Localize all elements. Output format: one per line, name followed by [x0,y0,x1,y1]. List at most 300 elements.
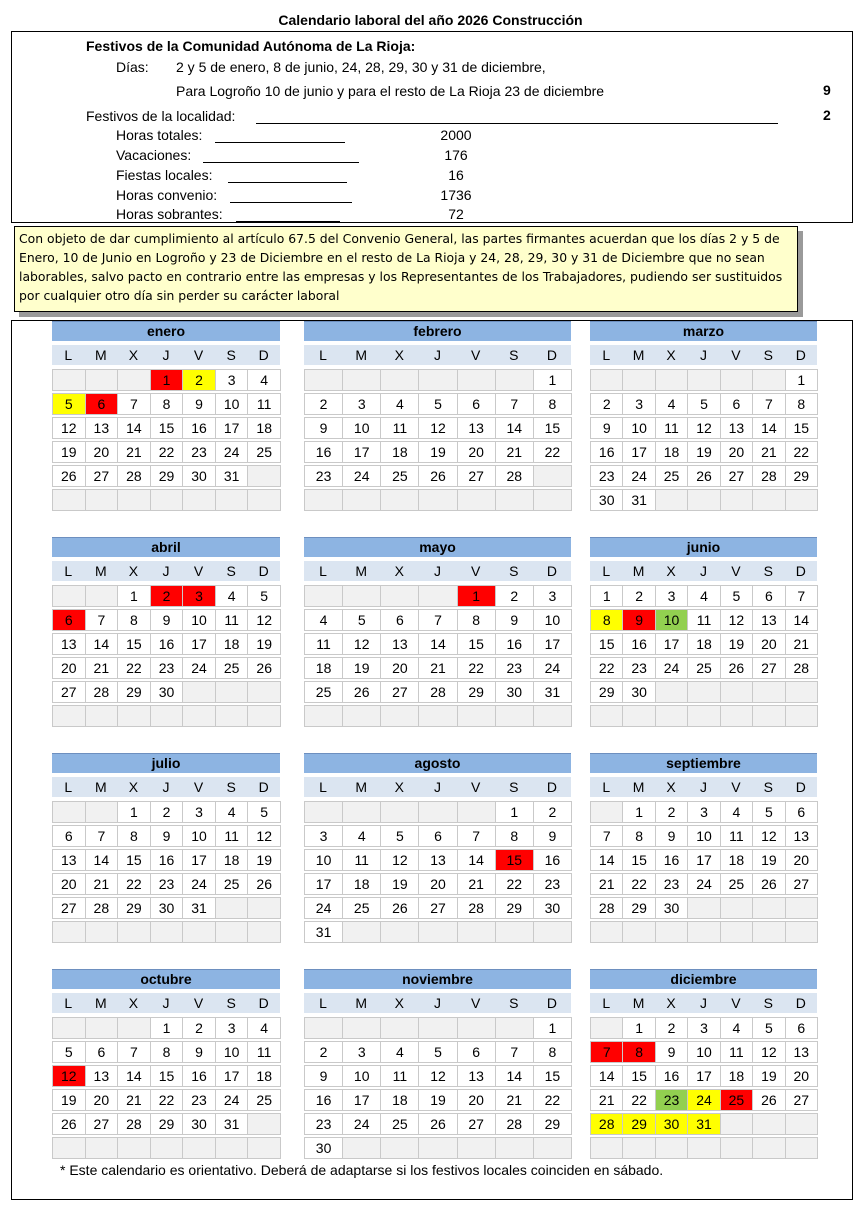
day-cell: 1 [533,1017,572,1039]
day-cell: 26 [342,681,381,703]
day-cell: 23 [150,657,184,679]
day-cell: 17 [622,441,655,463]
day-cell: 14 [418,633,457,655]
day-cell: 13 [380,633,419,655]
weekday-label: M [342,777,380,797]
weekday-label: M [85,777,118,797]
empty-day-cell [687,369,720,391]
hours-total-line [215,142,345,143]
day-cell: 5 [418,393,457,415]
day-cell: 11 [380,1065,419,1087]
day-cell: 2 [590,393,623,415]
day-cell: 22 [117,657,151,679]
weekday-label: J [150,345,183,365]
vacation-line [203,162,359,163]
day-cell: 22 [590,657,623,679]
day-cell: 7 [457,825,496,847]
day-cell: 18 [215,849,249,871]
weekday-label: V [182,993,215,1013]
day-cell: 9 [150,609,184,631]
day-cell: 22 [533,441,572,463]
day-cell: 15 [457,633,496,655]
day-cell: 26 [380,897,419,919]
day-cell: 21 [85,873,119,895]
weekday-label: D [785,777,817,797]
weekday-label: V [457,993,495,1013]
hours-total-value: 2000 [440,127,472,143]
day-cell: 10 [304,849,343,871]
day-cell: 28 [418,681,457,703]
empty-day-cell [495,1137,534,1159]
empty-day-cell [687,681,720,703]
day-cell: 16 [655,849,688,871]
day-cell: 15 [150,1065,184,1087]
day-cell: 11 [215,825,249,847]
empty-day-cell [752,1113,785,1135]
weekday-label: V [457,345,495,365]
surplus-hours-label: Horas sobrantes: [116,206,223,222]
day-cell: 29 [457,681,496,703]
empty-day-cell [785,489,818,511]
day-cell: 2 [655,801,688,823]
empty-day-cell [247,705,281,727]
day-cell: 24 [304,897,343,919]
weekday-label: J [150,993,183,1013]
day-cell: 1 [590,585,623,607]
weekday-label: M [342,561,380,581]
day-cell: 19 [247,633,281,655]
day-cell: 6 [785,801,818,823]
weekday-label: V [720,561,752,581]
day-cell: 13 [785,1041,818,1063]
day-cell: 8 [150,1041,184,1063]
empty-day-cell [495,921,534,943]
holiday-day-cell: 25 [720,1089,753,1111]
day-cell: 30 [590,489,623,511]
month-header: octubre [52,969,280,989]
empty-day-cell [117,489,151,511]
day-cell: 19 [380,873,419,895]
day-cell: 9 [655,825,688,847]
day-cell: 25 [655,465,688,487]
day-cell: 4 [380,1041,419,1063]
hours-total-label: Horas totales: [116,127,203,143]
day-cell: 30 [182,465,216,487]
day-cell: 30 [182,1113,216,1135]
day-cell: 25 [247,1089,281,1111]
day-cell: 9 [304,417,343,439]
day-cell: 18 [247,417,281,439]
empty-day-cell [182,1137,216,1159]
empty-day-cell [785,897,818,919]
day-cell: 18 [342,873,381,895]
holiday-day-cell: 6 [52,609,86,631]
day-cell: 7 [85,609,119,631]
weekday-label: S [752,561,784,581]
day-cell: 11 [342,849,381,871]
day-cell: 16 [304,1089,343,1111]
day-cell: 8 [457,609,496,631]
weekday-label: X [117,345,150,365]
weekday-label: L [52,561,85,581]
day-cell: 17 [687,1065,720,1087]
day-cell: 20 [85,441,119,463]
day-cell: 15 [150,417,184,439]
empty-day-cell [687,921,720,943]
month-header: noviembre [304,969,571,989]
vacation-label: Vacaciones: [116,147,192,163]
empty-day-cell [418,369,457,391]
weekday-label: J [687,993,719,1013]
empty-day-cell [304,801,343,823]
empty-day-cell [85,585,119,607]
day-cell: 3 [342,1041,381,1063]
day-cell: 15 [590,633,623,655]
empty-day-cell [342,489,381,511]
empty-day-cell [720,705,753,727]
empty-day-cell [52,1017,86,1039]
empty-day-cell [457,801,496,823]
day-cell: 24 [622,465,655,487]
empty-day-cell [457,1017,496,1039]
holiday-day-cell: 31 [687,1113,720,1135]
empty-day-cell [85,369,119,391]
empty-day-cell [380,489,419,511]
day-cell: 30 [495,681,534,703]
weekday-label: J [687,345,719,365]
weekday-label: D [247,561,280,581]
day-cell: 14 [590,849,623,871]
weekday-label: L [304,345,342,365]
footnote: * Este calendario es orientativo. Deberá de adaptarse si los festivos locales coinciden en sábado. [60,1162,664,1178]
empty-day-cell [52,1137,86,1159]
empty-day-cell [52,801,86,823]
empty-day-cell [533,921,572,943]
day-cell: 19 [720,633,753,655]
day-cell: 29 [117,681,151,703]
empty-day-cell [304,1017,343,1039]
day-cell: 30 [304,1137,343,1159]
day-cell: 11 [247,1041,281,1063]
day-cell: 17 [342,1089,381,1111]
weekday-label: D [533,561,571,581]
day-cell: 9 [182,1041,216,1063]
weekday-label: L [590,777,622,797]
day-cell: 14 [85,633,119,655]
day-cell: 22 [622,873,655,895]
day-cell: 28 [495,465,534,487]
day-cell: 12 [687,417,720,439]
day-cell: 27 [52,897,86,919]
empty-day-cell [52,585,86,607]
day-cell: 12 [247,609,281,631]
day-cell: 21 [457,873,496,895]
weekday-label: M [85,561,118,581]
weekday-label: S [752,777,784,797]
day-cell: 14 [495,1065,534,1087]
weekday-label: S [495,345,533,365]
day-cell: 24 [342,465,381,487]
agreement-hours-line [230,202,352,203]
day-cell: 22 [150,1089,184,1111]
empty-day-cell [182,681,216,703]
day-cell: 16 [150,849,184,871]
weekday-label: V [720,345,752,365]
day-cell: 12 [752,1041,785,1063]
day-cell: 20 [380,657,419,679]
empty-day-cell [150,1137,184,1159]
day-cell: 8 [117,825,151,847]
day-cell: 19 [687,441,720,463]
day-cell: 13 [752,609,785,631]
day-cell: 1 [117,801,151,823]
day-cell: 31 [215,1113,249,1135]
day-cell: 5 [342,609,381,631]
day-cell: 26 [752,873,785,895]
day-cell: 16 [304,441,343,463]
local-fiestas-label: Fiestas locales: [116,167,213,183]
day-cell: 5 [752,801,785,823]
empty-day-cell [655,705,688,727]
day-cell: 7 [590,825,623,847]
day-cell: 28 [457,897,496,919]
day-cell: 7 [117,393,151,415]
holiday-day-cell: 6 [85,393,119,415]
day-cell: 4 [247,369,281,391]
day-cell: 24 [182,873,216,895]
day-cell: 12 [380,849,419,871]
day-cell: 13 [785,825,818,847]
empty-day-cell [495,369,534,391]
day-cell: 31 [533,681,572,703]
day-cell: 31 [304,921,343,943]
weekday-label: D [533,993,571,1013]
weekday-label: S [495,561,533,581]
empty-day-cell [752,489,785,511]
day-cell: 3 [342,393,381,415]
local-fiestas-value: 16 [448,167,464,183]
day-cell: 28 [117,465,151,487]
weekday-label: L [304,777,342,797]
empty-day-cell [720,1113,753,1135]
day-cell: 26 [418,465,457,487]
empty-day-cell [495,1017,534,1039]
day-cell: 16 [622,633,655,655]
day-cell: 9 [150,825,184,847]
day-cell: 24 [533,657,572,679]
empty-day-cell [418,489,457,511]
day-cell: 5 [247,585,281,607]
empty-day-cell [720,897,753,919]
empty-day-cell [215,489,249,511]
empty-day-cell [785,705,818,727]
weekday-label: M [622,777,654,797]
day-cell: 27 [85,1113,119,1135]
day-cell: 24 [687,873,720,895]
weekday-label: L [52,345,85,365]
empty-day-cell [655,1137,688,1159]
holiday-day-cell: 5 [52,393,86,415]
empty-day-cell [418,921,457,943]
weekday-label: L [52,993,85,1013]
day-cell: 6 [52,825,86,847]
month-header: agosto [304,753,571,773]
empty-day-cell [52,921,86,943]
day-cell: 23 [150,873,184,895]
day-cell: 2 [304,393,343,415]
weekday-label: V [182,777,215,797]
weekday-label: D [247,993,280,1013]
day-cell: 23 [622,657,655,679]
day-cell: 18 [720,849,753,871]
empty-day-cell [215,681,249,703]
holiday-day-cell: 15 [495,849,534,871]
day-cell: 26 [752,1089,785,1111]
day-cell: 19 [52,441,86,463]
holiday-day-cell: 12 [52,1065,86,1087]
empty-day-cell [590,921,623,943]
weekday-label: D [533,345,571,365]
local-holidays-line [256,123,778,124]
weekday-label: J [687,777,719,797]
day-cell: 30 [622,681,655,703]
month-header: diciembre [590,969,817,989]
empty-day-cell [342,1017,381,1039]
weekday-label: L [590,993,622,1013]
empty-day-cell [380,921,419,943]
month-header: julio [52,753,280,773]
day-cell: 11 [215,609,249,631]
day-cell: 2 [304,1041,343,1063]
day-cell: 19 [418,441,457,463]
holiday-day-cell: 30 [655,1113,688,1135]
day-cell: 24 [655,657,688,679]
empty-day-cell [380,1137,419,1159]
day-cell: 21 [495,1089,534,1111]
day-cell: 21 [495,441,534,463]
day-cell: 10 [342,417,381,439]
day-cell: 28 [85,897,119,919]
day-cell: 23 [533,873,572,895]
empty-day-cell [380,1017,419,1039]
day-cell: 16 [182,417,216,439]
empty-day-cell [785,1113,818,1135]
empty-day-cell [150,705,184,727]
day-cell: 12 [247,825,281,847]
day-cell: 11 [720,825,753,847]
empty-day-cell [52,489,86,511]
empty-day-cell [342,801,381,823]
empty-day-cell [590,1017,623,1039]
day-cell: 4 [342,825,381,847]
weekday-label: X [117,777,150,797]
day-cell: 29 [622,897,655,919]
day-cell: 19 [418,1089,457,1111]
day-cell: 27 [380,681,419,703]
empty-day-cell [247,1113,281,1135]
day-cell: 25 [380,1113,419,1135]
empty-day-cell [590,1137,623,1159]
day-cell: 3 [304,825,343,847]
empty-day-cell [785,921,818,943]
day-cell: 6 [85,1041,119,1063]
weekday-label: L [52,777,85,797]
day-cell: 8 [117,609,151,631]
empty-day-cell [655,369,688,391]
empty-day-cell [457,369,496,391]
day-cell: 6 [752,585,785,607]
day-cell: 3 [215,1017,249,1039]
day-cell: 27 [785,873,818,895]
empty-day-cell [418,585,457,607]
day-cell: 11 [720,1041,753,1063]
empty-day-cell [380,801,419,823]
day-cell: 6 [380,609,419,631]
empty-day-cell [117,921,151,943]
empty-day-cell [752,705,785,727]
day-cell: 7 [495,393,534,415]
day-cell: 7 [752,393,785,415]
day-cell: 7 [495,1041,534,1063]
day-cell: 15 [785,417,818,439]
day-cell: 8 [150,393,184,415]
day-cell: 14 [117,417,151,439]
day-cell: 17 [342,441,381,463]
day-cell: 27 [52,681,86,703]
empty-day-cell [342,369,381,391]
day-cell: 23 [182,1089,216,1111]
day-cell: 21 [590,1089,623,1111]
day-cell: 14 [495,417,534,439]
day-cell: 29 [150,1113,184,1135]
weekday-label: M [342,345,380,365]
day-cell: 4 [215,801,249,823]
empty-day-cell [418,1017,457,1039]
weekday-label: D [785,345,817,365]
empty-day-cell [304,369,343,391]
empty-day-cell [247,465,281,487]
empty-day-cell [117,1017,151,1039]
day-cell: 7 [117,1041,151,1063]
weekday-label: V [720,777,752,797]
empty-day-cell [720,1137,753,1159]
empty-day-cell [150,921,184,943]
holiday-day-cell: 1 [457,585,496,607]
day-cell: 20 [52,657,86,679]
day-cell: 28 [785,657,818,679]
empty-day-cell [687,897,720,919]
day-cell: 3 [655,585,688,607]
day-cell: 9 [495,609,534,631]
day-cell: 3 [687,801,720,823]
weekday-label: S [752,345,784,365]
day-cell: 5 [687,393,720,415]
day-cell: 26 [720,657,753,679]
day-cell: 20 [720,441,753,463]
weekday-label: M [622,561,654,581]
holiday-day-cell: 23 [655,1089,688,1111]
day-cell: 11 [687,609,720,631]
empty-day-cell [342,921,381,943]
day-cell: 11 [655,417,688,439]
day-cell: 24 [342,1113,381,1135]
day-cell: 2 [533,801,572,823]
day-cell: 4 [720,801,753,823]
day-cell: 27 [418,897,457,919]
day-cell: 19 [342,657,381,679]
day-cell: 2 [495,585,534,607]
weekday-label: S [495,993,533,1013]
